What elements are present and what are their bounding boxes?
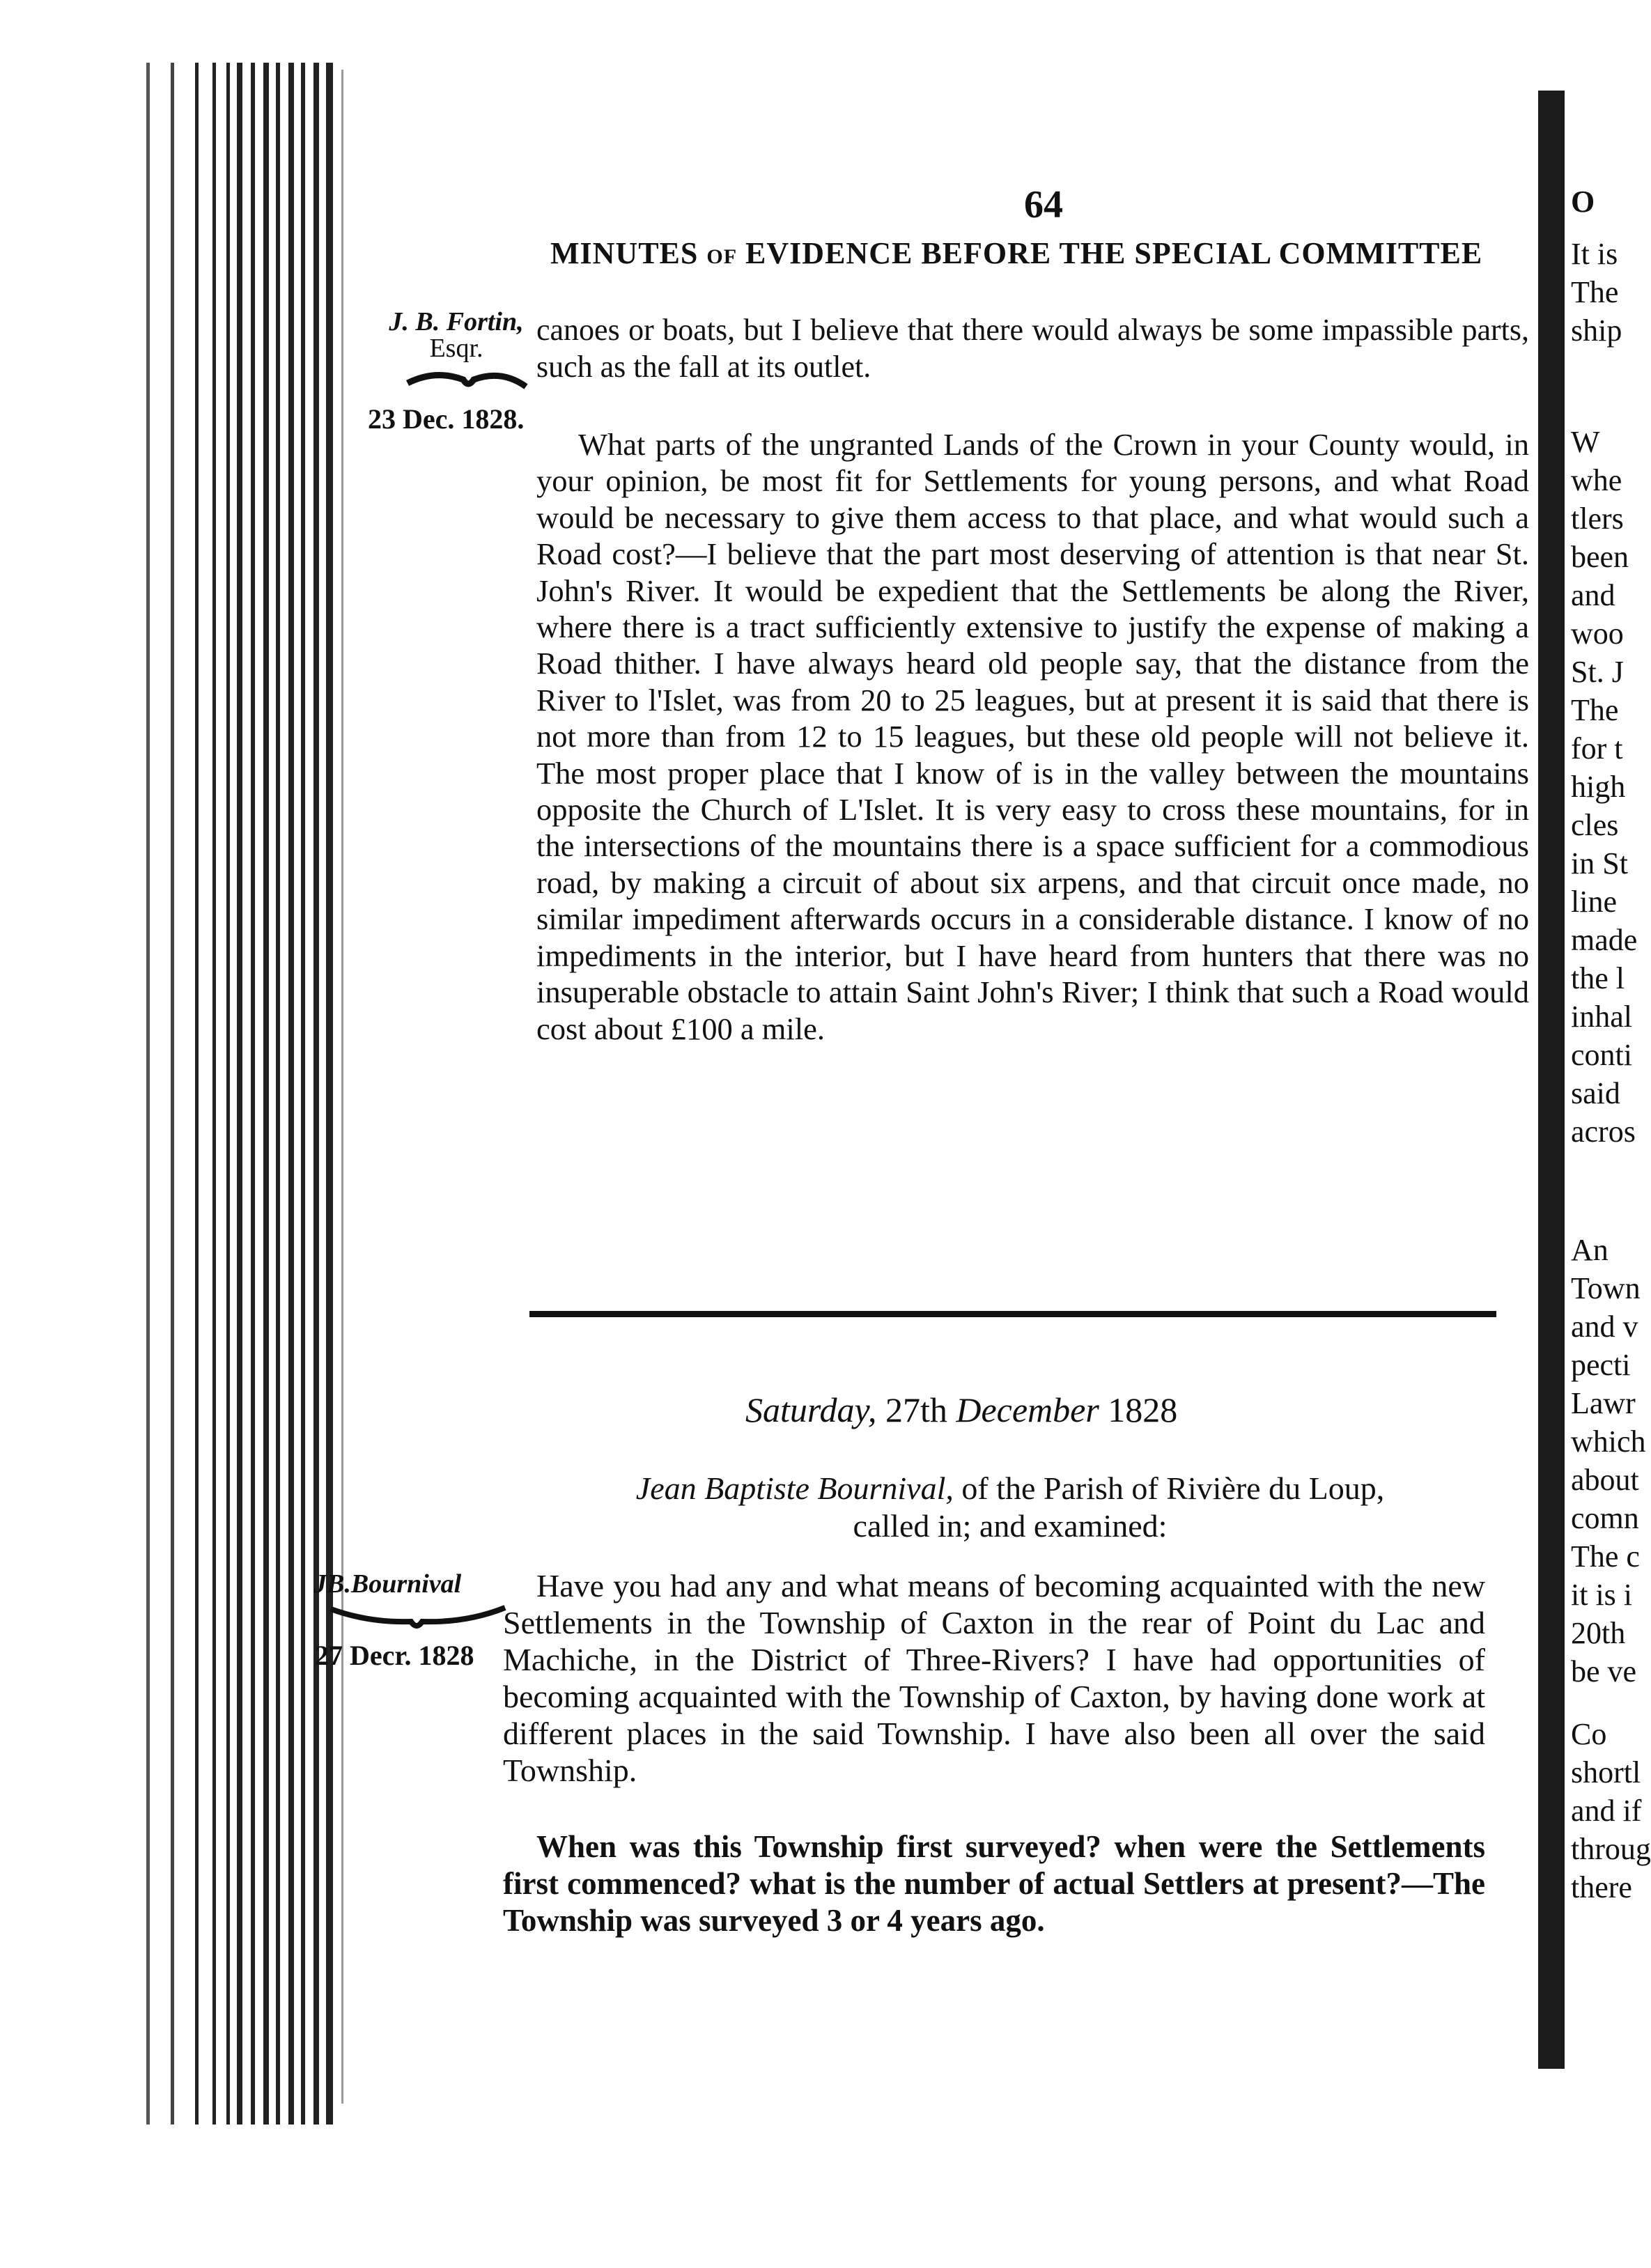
page-edge-stack — [139, 63, 341, 2125]
facing-page-line: throug — [1571, 1832, 1651, 1866]
facing-page-line: W — [1571, 425, 1600, 459]
facing-page-line: St. J — [1571, 655, 1624, 689]
question-answer-survey: When was this Township first surveyed? when were the Settlements first commenced? what is the number of actual Settlers at present?—The Township was surveyed 3 or 4 years ago. — [503, 1829, 1485, 1938]
witness-intro — [512, 1470, 1508, 1545]
facing-page-line: The — [1571, 693, 1619, 727]
witness-name: Jean Baptiste Bournival, — [635, 1470, 954, 1506]
facing-page-line: ship — [1571, 313, 1622, 348]
facing-page-line: tlers — [1571, 502, 1624, 536]
facing-page-line: comn — [1571, 1501, 1639, 1535]
facing-page-line: high — [1571, 770, 1626, 804]
facing-page-line: which — [1571, 1424, 1646, 1459]
facing-page-line: be ve — [1571, 1654, 1637, 1688]
facing-page-line: shortl — [1571, 1755, 1641, 1789]
facing-page-line: Town — [1571, 1271, 1641, 1305]
witness-intro-line2: called in; and examined: — [853, 1508, 1168, 1544]
facing-page-line: inhal — [1571, 1000, 1632, 1034]
facing-page-line: The c — [1571, 1539, 1640, 1574]
question-answer-road: What parts of the ungranted Lands of the Crown in your County would, in your opinion, be most fit for Settlements for young persons, and what Road would be necessary to give them access to that place, and what would such a Road cost?—I believe that the part most deserving of attention is that near St. John's River. It would be expedient that the Settlements be along the River, where there is a tract sufficiently extensive to justify the expense of making a Road thither. I have always heard old people say, that the distance from the River to l'Islet, was from 20 to 25 leagues, but at present it is said that there is not more than from 12 to 15 leagues, but these old people will not believe it. The most proper place that I know of is in the valley between the mountains opposite the Church of L'Islet. It is very easy to cross these mountains, for in the intersections of the mountains there is a space sufficient for a commodious road, by making a circuit of about six arpens, and that circuit once made, no similar impediment afterwards occurs in a considerable distance. I know of no impediments in the interior, but I have heard from hunters that there was no insuperable obstacle to attain Saint John's River; I think that such a Road would cost about £100 a mile. — [536, 427, 1529, 1046]
question-answer-caxton: Have you had any and what means of becoming acquainted with the new Settlements in the Township of Caxton in the rear of Point du Lac and Machiche, in the District of Three-Rivers? I have had opportunities of becoming acquainted with the Township of Caxton, by having done work at different places in the said Township. I have also been all over the said Township. — [503, 1568, 1485, 1788]
sidenote-fortin-title: Esqr. — [429, 334, 483, 363]
facing-page-line: O — [1571, 185, 1595, 219]
facing-page-line: Lawr — [1571, 1386, 1636, 1420]
facing-page-line: acros — [1571, 1114, 1636, 1149]
session-date-year: 1828 — [1108, 1390, 1178, 1429]
facing-page-line: it is i — [1571, 1578, 1633, 1612]
page-number: 64 — [1024, 183, 1063, 226]
facing-page-line: for t — [1571, 731, 1623, 766]
running-header-of: OF — [706, 245, 738, 268]
session-date-month: December — [956, 1390, 1099, 1429]
brace-fortin — [404, 366, 529, 401]
facing-page-line: and — [1571, 578, 1615, 612]
facing-page-line: conti — [1571, 1038, 1632, 1072]
facing-page-fragment — [1571, 104, 1651, 2083]
facing-page-line: been — [1571, 540, 1629, 574]
facing-page-line: and if — [1571, 1794, 1642, 1828]
facing-page-line: woo — [1571, 616, 1624, 651]
session-date-num: 27th — [885, 1390, 947, 1429]
sidenote-bournival-name: JB.Bournival — [313, 1569, 462, 1599]
sidenote-bournival — [313, 1569, 516, 1599]
witness-intro-line1 — [512, 1470, 1508, 1507]
facing-page-line: It is — [1571, 237, 1618, 271]
continuation-paragraph: canoes or boats, but I believe that there would always be some impassible parts, such as the fall at its outlet. — [536, 313, 1529, 384]
running-header-rest: EVIDENCE BEFORE THE SPECIAL COMMITTEE — [745, 236, 1483, 270]
gutter-shadow — [1538, 91, 1565, 2069]
session-date — [745, 1390, 1177, 1430]
sidenote-bournival-date: 27 Decr. 1828 — [315, 1640, 474, 1671]
facing-page-line: made — [1571, 923, 1638, 957]
facing-page-line: The — [1571, 275, 1619, 309]
facing-page-line: An — [1571, 1233, 1609, 1267]
facing-page-line: about — [1571, 1463, 1639, 1497]
sidenote-fortin-date: 23 Dec. 1828. — [368, 403, 525, 435]
session-date-day: Saturday, — [745, 1390, 877, 1429]
facing-page-line: in St — [1571, 846, 1628, 880]
facing-page-line: cles — [1571, 808, 1619, 842]
sidenote-fortin-name: J. B. Fortin, — [389, 307, 524, 336]
facing-page-line: Co — [1571, 1717, 1607, 1751]
facing-page-line: pecti — [1571, 1348, 1631, 1382]
brace-bournival — [327, 1602, 509, 1637]
section-divider — [529, 1311, 1496, 1317]
facing-page-line: said — [1571, 1076, 1620, 1110]
facing-page-line: 20th — [1571, 1616, 1626, 1650]
running-header-caps: MINUTES — [550, 236, 699, 270]
facing-page-line: whe — [1571, 463, 1622, 497]
facing-page-line: there — [1571, 1870, 1632, 1904]
witness-parish: of the Parish of Rivière du Loup, — [961, 1470, 1385, 1506]
running-header — [550, 235, 1482, 271]
facing-page-line: the l — [1571, 961, 1625, 995]
facing-page-line: line — [1571, 885, 1617, 919]
sidenote-fortin — [362, 306, 550, 364]
facing-page-line: and v — [1571, 1310, 1638, 1344]
